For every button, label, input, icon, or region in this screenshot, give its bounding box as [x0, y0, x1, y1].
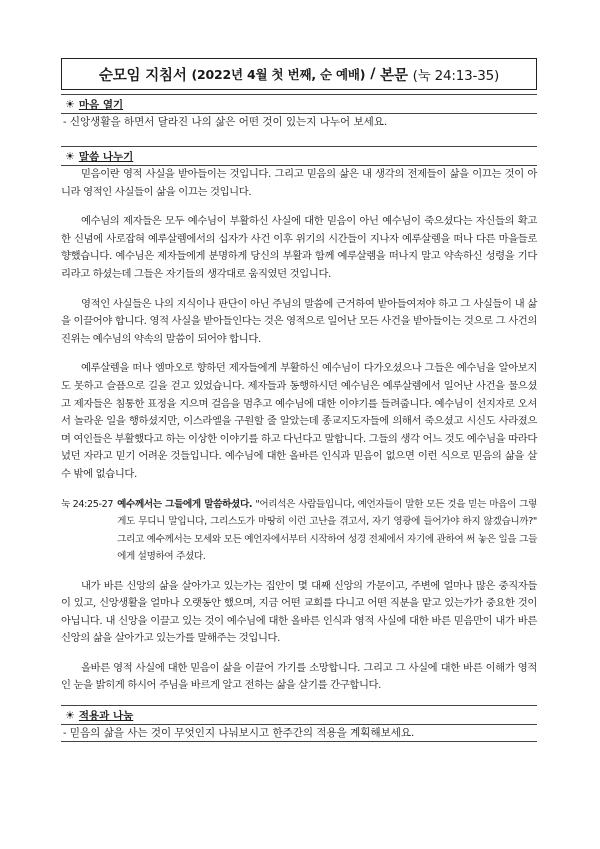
title-sub: (2022년 4월 첫 번째, 순 예배): [191, 67, 366, 82]
spacer: [61, 695, 537, 705]
spacer: [61, 484, 537, 496]
section-label: 마음 열기: [78, 98, 124, 111]
section-heading-word: [61, 147, 537, 165]
scripture-text: [117, 496, 537, 566]
section-heading-opening: [61, 95, 537, 113]
scripture-quote: [61, 496, 537, 566]
spacer: [61, 284, 537, 296]
title-section: 본문: [380, 67, 408, 84]
paragraph: 올바른 영적 사실에 대한 믿음이 삶을 이끌어 가기를 소망합니다. 그리고 그 사실에 대한 바른 이해가 영적인 눈을 밝히게 하시어 주님을 바르게 알고 전하는 삶을 살기를 간구합니다.: [61, 661, 537, 692]
paragraph: 영적인 사실들은 나의 지식이나 판단이 아닌 주님의 말씀에 근거하여 받아들여져야 하고 그 사실들이 내 삶을 이끌어야 합니다. 영적 사실을 받아들인다는 것은 영적으로 일어난 모든 사건을 받아들이는 것으로 그 사건의 진위는 예수님의 약속의 말씀이 되어야 합니다.: [61, 297, 537, 345]
section-label: 말씀 나누기: [78, 150, 134, 163]
title-separator: /: [370, 66, 376, 82]
sun-icon: ☀: [65, 149, 75, 163]
paragraph: 내가 바른 신앙의 삶을 살아가고 있는가는 집안이 몇 대째 신앙의 가문이고, 주변에 얼마나 많은 중직자들이 있고, 신앙생활을 얼마나 오랫동안 했으며, 지금 어떤 교회를 다니고 어떤 직분을 맡고 있는가가 중요한 것이 아닙니다. 내 신앙을 이끌고 있는 것이 예수님에 대한 올바른 인식과 영적 사실에 대한 바른 믿음만이 내가 바른 신앙의 삶을 살아가고 있는가를 말해주는 것입니다.: [61, 579, 537, 645]
apply-question: - 믿음의 삶을 사는 것이 무엇인지 나눠보시고 한주간의 적용을 계획해보세요.: [63, 727, 415, 740]
scripture-lead: 예수께서는 그들에게 말씀하셨다.: [117, 498, 253, 510]
paragraph: 예루살렘을 떠나 엠마오로 향하던 제자들에게 부활하신 예수님이 다가오셨으나 그들은 예수님을 알아보지도 못하고 슬픔으로 길을 걷고 있었습니다. 제자들과 동행하시던 예수님은 예루살렘에서 일어난 사건을 물으셨고 제자들은 침통한 표정을 지으며 걸음을 멈추고 예수님에 대한 이야기를 들려줍니다. 예수님이 선지자로 오셔서 놀라운 일을 행하셨지만, 이스라엘을 구원할 줄 알았는데 종교지도자들에 의해서 죽으셨고 시신도 사라졌으며 여인들은 부활했다고 하는 이상한 이야기를 하고 다닌다고 말합니다. 그들의 생각 어느 것도 예수님을 따라다녔던 자라고 믿기 어려운 것들입니다. 예수님에 대한 올바른 인식과 믿음이 없으면 이런 식으로 믿음의 삶을 살 수 밖에 없습니다.: [61, 362, 537, 480]
title-reference: (눅 24:13-35): [412, 68, 500, 84]
scripture-reference: 눅 24:25-27: [61, 498, 114, 510]
paragraph: 믿음이란 영적 사실을 받아들이는 것입니다. 그리고 믿음의 삶은 내 생각의 전제들이 삶을 이끄는 것이 아니라 영적인 사실들이 삶을 이끄는 것입니다.: [61, 168, 537, 198]
page-title: [61, 58, 537, 90]
spacer: [61, 348, 537, 360]
sun-icon: ☀: [65, 97, 75, 111]
spacer: [61, 648, 537, 660]
spacer: [61, 130, 537, 146]
spacer: [61, 201, 537, 213]
section-label: 적용과 나눔: [78, 709, 134, 722]
paragraph: 예수님의 제자들은 모두 예수님이 부활하신 사실에 대한 믿음이 아닌 예수님이 죽으셨다는 자신들의 확고한 신념에 사로잡혀 예루살렘에서의 십자가 사건 이후 위기의 시간들이 지나자 예루살렘을 떠나 다른 마을들로 향했습니다. 예수님은 제자들에게 분명하게 당신의 부활과 함께 예루살렘을 떠나지 말고 약속하신 성령을 기다리라고 하셨는데 그들은 자기들의 생각대로 움직였던 것입니다.: [61, 215, 537, 280]
scripture-body: "어리석은 사람들입니다, 예언자들이 말한 모든 것을 믿는 마음이 그렇게도 무디니 말입니다, 그리스도가 마땅히 이런 고난을 겪고서, 자기 영광에 들어가야 하지 않겠습니까?" 그리고 예수께서는 모세와 모든 예언자에서부터 시작하여 성경 전체에서 자기에 관하여 써 놓은 일을 그들에게 설명하여 주셨다.: [117, 498, 537, 562]
opening-question: - 신앙생활을 하면서 달라진 나의 삶은 어떤 것이 있는지 나누어 보세요.: [63, 116, 388, 128]
sun-icon: ☀: [65, 708, 75, 722]
spacer: [61, 566, 537, 578]
title-main: 순모임 지침서: [98, 67, 187, 84]
divider: [61, 741, 537, 742]
guide-body: [61, 94, 537, 742]
section-heading-apply: [61, 706, 537, 724]
